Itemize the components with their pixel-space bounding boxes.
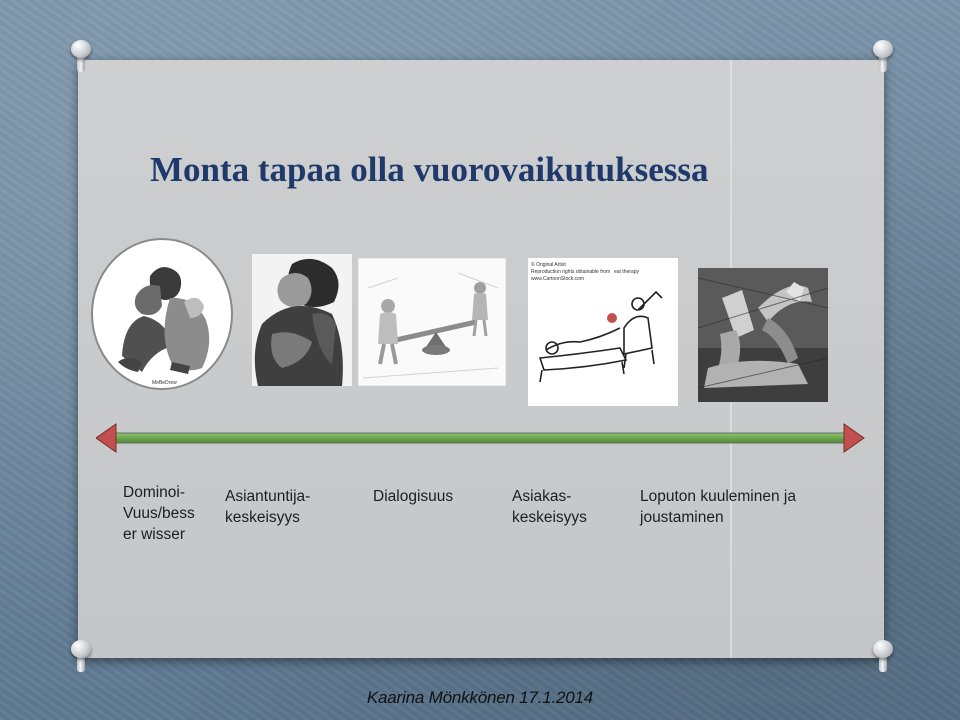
therapy-cartoon-image xyxy=(528,258,678,406)
label-endless-listening xyxy=(640,486,796,528)
pushpin-top-left-icon xyxy=(70,40,92,74)
label-expert-line-2: keskeisyys xyxy=(225,509,300,526)
label-dominating-line-3: er wisser xyxy=(123,526,186,543)
cartoon-credit-tag: eat therapy xyxy=(614,269,640,275)
label-dominating-line-1: Dominoi- xyxy=(123,484,186,501)
label-endless-line-1: Loputon kuuleminen ja xyxy=(640,488,796,505)
label-client-centered xyxy=(512,486,587,528)
cartoon-credit-line-1: © Original Artist xyxy=(531,262,566,268)
double-arrow-icon xyxy=(96,420,866,460)
endless-listening-image xyxy=(698,268,828,402)
circle-signature: MeBeDrew xyxy=(152,380,177,386)
cartoon-credit-line-3: www.CartoonStock.com xyxy=(531,276,585,282)
label-dominating-line-2: Vuus/bess xyxy=(123,505,195,522)
slide-footer: Kaarina Mönkkönen 17.1.2014 xyxy=(366,688,594,707)
pushpin-bottom-left-icon xyxy=(70,640,92,674)
pushpin-top-right-icon xyxy=(872,40,894,74)
cartoon-credit-line-2: Reproduction rights obtainable from xyxy=(531,269,611,275)
slide-title: Monta tapaa olla vuorovaikutuksessa xyxy=(150,150,709,189)
pushpin-bottom-right-icon xyxy=(872,640,894,674)
dominating-cartoon-image xyxy=(88,236,236,392)
label-endless-line-2: joustaminen xyxy=(640,509,724,526)
label-expert-centered xyxy=(225,486,310,528)
label-client-line-1: Asiakas- xyxy=(512,488,572,505)
label-dialogue-line-1: Dialogisuus xyxy=(373,488,454,505)
label-dominating xyxy=(123,482,195,545)
label-client-line-2: keskeisyys xyxy=(512,509,587,526)
label-dialogue xyxy=(373,486,453,507)
label-expert-line-1: Asiantuntija- xyxy=(225,488,311,505)
expert-caricature-image xyxy=(252,254,352,386)
dialogue-seesaw-image xyxy=(358,258,506,386)
